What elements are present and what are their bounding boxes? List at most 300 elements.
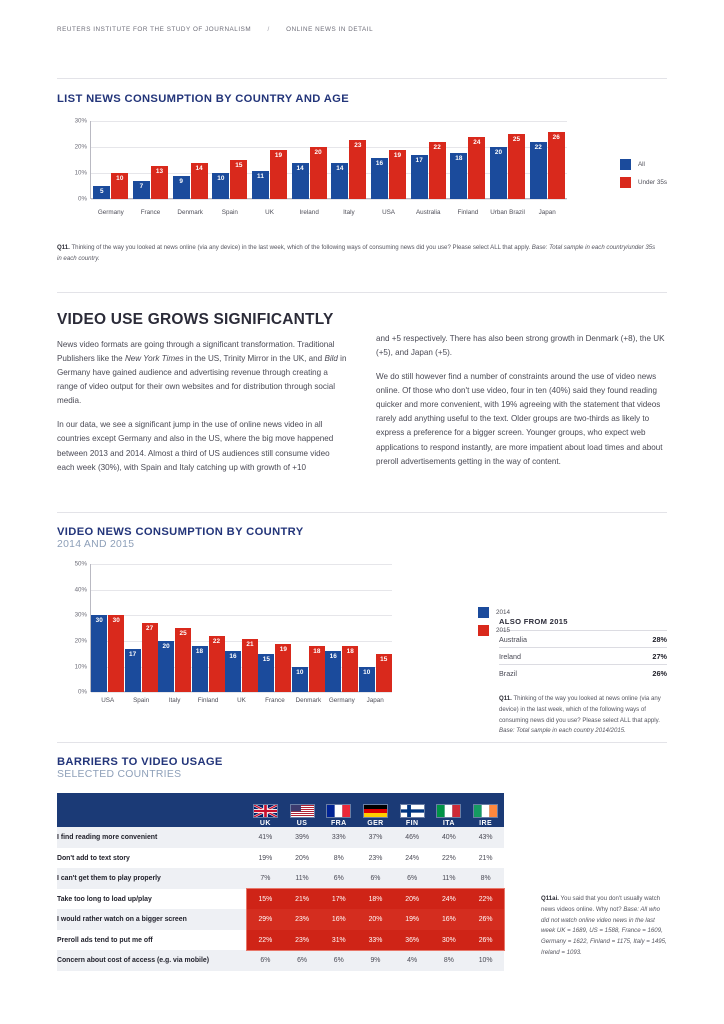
article-paragraph-4: We do still however find a number of constraints around the use of video news online. Of those who don't use video, four in ten (40%) said they found reading quicker and more convenient, with 19% agreeing with the statement that videos rarely add anything useful to the text. Older groups are two-thirds as likely to express a preference for a bigger screen. Younger groups, who expect web applications to respond instantly, are more impatient about load times and about preroll advertisements getting in the way of content. (376, 372, 663, 466)
bar-value-label: 19 (274, 151, 283, 159)
table-cell: 16% (431, 909, 468, 930)
table-row (57, 950, 504, 971)
chart2-plot-area (74, 560, 392, 696)
bar-group (225, 564, 258, 692)
article-text: News video formats are going through a significant transformation. Traditional Publishers like the (57, 340, 335, 364)
bar-group (408, 121, 448, 199)
bar (191, 163, 208, 199)
bar-groups (91, 121, 567, 199)
bar-value-label: 17 (415, 157, 423, 165)
table-cell: 6% (284, 950, 321, 971)
bar-value-label: 15 (235, 162, 243, 170)
also-from-2015-panel (452, 564, 667, 737)
bar (125, 649, 141, 693)
section3-note (499, 694, 667, 737)
x-axis-tick-label: USA (382, 209, 396, 217)
bar-value-label: 19 (279, 645, 288, 653)
legend-swatch-icon (620, 177, 631, 188)
table-cell: 17% (320, 889, 357, 910)
bar (325, 651, 341, 692)
barriers-table-wrapper (57, 793, 667, 971)
table-cell: 8% (467, 868, 504, 889)
section1-note (57, 243, 657, 264)
table-cell: 6% (357, 868, 394, 889)
article-columns (57, 311, 667, 485)
chart1-legend-label: Under 35s (637, 179, 667, 187)
table-cell: 22% (441, 854, 456, 862)
table-cell: 8% (333, 854, 344, 862)
bar-value-label: 27 (146, 625, 154, 633)
bar-group (124, 564, 157, 692)
table-header-us (284, 793, 321, 827)
bar-value-label: 20 (314, 149, 322, 157)
bar-group (131, 121, 171, 199)
chart1-legend (620, 159, 667, 195)
section1-note-code: Q11. (57, 244, 70, 252)
bar-group (91, 121, 131, 199)
bar (292, 163, 309, 199)
table-header-label: FRA (330, 820, 347, 828)
bar (275, 644, 291, 693)
y-axis-tick-label: 20% (74, 143, 87, 151)
bar-groups (91, 564, 392, 692)
bar (252, 171, 269, 200)
flag-uk-icon (247, 804, 284, 818)
section-list-news-consumption (57, 78, 667, 265)
bar (108, 615, 124, 692)
table-cell: 33% (320, 827, 357, 848)
x-axis-tick-label: France (265, 697, 285, 705)
bar-value-label: 16 (329, 653, 337, 661)
table-cell: 30% (431, 930, 468, 951)
bar-group (158, 564, 191, 692)
table-cell: 6% (247, 950, 284, 971)
chart2-x-labels (91, 694, 392, 704)
bar (349, 140, 366, 200)
chart1-x-labels (91, 206, 567, 216)
bar-group (359, 564, 392, 692)
section4-note-panel (504, 793, 667, 971)
bar-group (488, 121, 528, 199)
bar (173, 176, 190, 199)
bar (225, 651, 241, 692)
also-row (499, 630, 667, 647)
flag-us-icon (284, 804, 321, 818)
bar-group (191, 564, 224, 692)
running-header-separator: / (267, 26, 270, 33)
table-header-fra (320, 793, 357, 827)
table-cell: 37% (357, 827, 394, 848)
bar-value-label: 17 (129, 650, 137, 658)
x-axis-tick-label: Italy (168, 697, 181, 705)
chart2-legend-label: 2015 (495, 627, 510, 635)
bar-value-label: 10 (363, 668, 371, 676)
flag-finland-icon (394, 804, 431, 818)
table-cell: 11% (431, 868, 468, 889)
table-header-ger (357, 793, 394, 827)
section-barriers-to-video-usage (57, 742, 667, 971)
chart1-legend-item-under35s (620, 177, 667, 188)
table-row (57, 930, 504, 951)
x-axis-tick-label: Ireland (299, 209, 319, 217)
also-row-label: Australia (499, 634, 527, 644)
bar-value-label: 25 (179, 630, 187, 638)
bar (258, 654, 274, 692)
table-cell: 36% (394, 930, 431, 951)
bar-value-label: 16 (229, 653, 237, 661)
table-header-fin (394, 793, 431, 827)
y-axis-tick-label: 40% (74, 586, 87, 594)
table-header-row (57, 793, 504, 827)
bar (158, 641, 174, 692)
table-header-label: UK (259, 820, 271, 828)
also-row-label: Ireland (499, 651, 521, 661)
bar (93, 186, 110, 199)
table-cell: 20% (357, 909, 394, 930)
also-row-value: 26% (652, 668, 667, 678)
x-axis-tick-label: USA (101, 697, 115, 705)
bar-value-label: 18 (455, 154, 463, 162)
y-axis-tick-label: 30% (74, 117, 87, 125)
table-cell: 6% (320, 950, 357, 971)
bar (309, 646, 325, 692)
table-cell: 20% (295, 854, 309, 862)
also-from-2015-title: ALSO FROM 2015 (499, 617, 568, 627)
bar-value-label: 5 (100, 188, 104, 196)
bar-value-label: 22 (212, 637, 221, 645)
bar-value-label: 10 (296, 668, 304, 676)
table-row (57, 889, 504, 910)
bar-value-label: 14 (195, 164, 203, 172)
bar-value-label: 18 (346, 648, 354, 656)
also-row (499, 664, 667, 681)
table-cell: 4% (394, 950, 431, 971)
table-cell: 6% (394, 868, 431, 889)
bar-value-label: 7 (139, 183, 144, 191)
chart2-legend-item-2015 (478, 625, 510, 636)
article-title: VIDEO USE GROWS SIGNIFICANTLY (57, 311, 334, 328)
also-row-value: 28% (652, 634, 667, 644)
section-video-news-consumption (57, 512, 667, 737)
y-axis-tick-label: 20% (74, 637, 87, 645)
table-cell: 23% (284, 930, 321, 951)
section-video-use-article (57, 292, 667, 485)
table-cell: 7% (247, 868, 284, 889)
bar (490, 147, 507, 199)
section4-note (541, 894, 667, 958)
x-axis-tick-label: UK (237, 697, 246, 705)
legend-swatch-icon (478, 625, 489, 636)
bar (548, 132, 565, 200)
section4-note-text: You said that you don't usually watch news videos online. Why not? (541, 895, 661, 913)
table-cell: 40% (431, 827, 468, 848)
table-cell: 15% (247, 889, 284, 910)
bar-value-label: 18 (313, 648, 321, 656)
x-axis-tick-label: France (140, 209, 161, 217)
table-header-blank (57, 793, 247, 827)
x-axis-tick-label: Germany (328, 697, 355, 705)
barriers-table-container (57, 793, 504, 971)
bar (310, 147, 327, 199)
y-axis-tick-label: 30% (74, 611, 87, 619)
bar-value-label: 26 (552, 133, 560, 141)
table-cell: 8% (431, 950, 468, 971)
bar (175, 628, 191, 692)
chart1-legend-label: All (637, 161, 645, 169)
table-cell: 20% (394, 889, 431, 910)
chart1-plot-area (74, 117, 567, 203)
barriers-table-body (57, 827, 504, 971)
chart1-legend-item-all (620, 159, 667, 170)
bar-value-label: 30 (95, 617, 103, 625)
bar (359, 667, 375, 693)
bar-group (250, 121, 290, 199)
article-paragraph-1 (57, 338, 348, 408)
bar-value-label: 11 (257, 172, 264, 180)
bar-group (329, 121, 369, 199)
legend-swatch-icon (620, 159, 631, 170)
table-cell: 19% (258, 854, 273, 862)
table-header-label: IRE (479, 820, 493, 828)
table-cell: 16% (320, 909, 357, 930)
bar-value-label: 21 (246, 640, 254, 648)
bar-value-label: 22 (433, 144, 441, 152)
y-axis-tick-label: 50% (74, 560, 87, 568)
table-cell: 39% (284, 827, 321, 848)
table-cell: 18% (357, 889, 394, 910)
bar (151, 166, 168, 200)
gridline (91, 199, 567, 200)
bar-value-label: 20 (162, 643, 170, 651)
table-row-label: Concern about cost of access (e.g. via mobile) (57, 950, 247, 971)
bar (389, 150, 406, 199)
table-cell: 43% (467, 827, 504, 848)
bar (142, 623, 158, 692)
table-header-uk (247, 793, 284, 827)
bar (111, 173, 128, 199)
article-italic-bild: Bild (324, 354, 338, 364)
bar-value-label: 15 (380, 655, 388, 663)
table-row-label: I would rather watch on a bigger screen (57, 909, 247, 930)
bar-group (325, 564, 358, 692)
section3-note-base: Base: Total sample in each country 2014/2015. (499, 727, 626, 735)
bar-group (369, 121, 409, 199)
table-cell: 23% (368, 854, 383, 862)
table-header-label: FIN (405, 820, 419, 828)
bar-value-label: 25 (512, 136, 521, 144)
bar-group (448, 121, 488, 199)
bar (209, 636, 225, 692)
x-axis-tick-label: Finland (197, 697, 219, 705)
bar-value-label: 30 (112, 617, 120, 625)
bar-group (527, 121, 567, 199)
table-cell: 26% (467, 930, 504, 951)
x-axis-tick-label: Spain (221, 209, 238, 217)
table-header-ita (431, 793, 468, 827)
table-cell: 26% (467, 909, 504, 930)
also-row (499, 647, 667, 664)
y-axis-tick-label: 0% (78, 195, 87, 203)
table-cell: 31% (320, 930, 357, 951)
bar (212, 173, 229, 199)
section3-title: VIDEO NEWS CONSUMPTION BY COUNTRY (57, 526, 304, 538)
bar (270, 150, 287, 199)
chart2-legend-label: 2014 (495, 609, 510, 617)
bar-group (170, 121, 210, 199)
article-paragraph-2: In our data, we see a significant jump in the use of online news video in all countries except Germany and also in the US, where the big move happened between 2013 and 2014. Almost a third of US audiences still consume video each week (30%), with Spain and Italy catching up with growth of +10 (57, 420, 334, 472)
flag-germany-icon (357, 804, 394, 818)
chart2-legend-item-2014 (478, 607, 510, 618)
table-cell: 10% (467, 950, 504, 971)
bar (450, 153, 467, 200)
chart2-legend (478, 607, 510, 643)
bar (292, 667, 308, 693)
flag-france-icon (320, 804, 357, 818)
bar-value-label: 13 (155, 167, 164, 175)
article-paragraph-3: and +5 respectively. There has also been strong growth in Denmark (+8), the UK (+5), and Japan (+5). (376, 334, 665, 358)
table-cell: 24% (431, 889, 468, 910)
y-axis-tick-label: 0% (78, 688, 87, 696)
bar (508, 134, 525, 199)
bar-value-label: 15 (262, 655, 271, 663)
section1-note-base: Base: Total sample in each country/under 35s in each country. (57, 244, 656, 262)
running-header-left: REUTERS INSTITUTE FOR THE STUDY OF JOURNALISM (57, 26, 252, 33)
bar-value-label: 14 (336, 164, 344, 172)
bar-group (91, 564, 124, 692)
bar-value-label: 23 (354, 141, 362, 149)
y-axis-tick-label: 10% (74, 169, 87, 177)
barriers-table (57, 793, 504, 971)
bar-group (258, 564, 291, 692)
bar-value-label: 19 (393, 151, 402, 159)
bar-value-label: 18 (195, 648, 204, 656)
x-axis-tick-label: Japan (538, 209, 556, 217)
table-row-label: I find reading more convenient (57, 827, 247, 848)
y-axis-tick-label: 10% (74, 663, 87, 671)
also-row-label: Brazil (499, 668, 517, 678)
article-italic-nyt: New York Times (124, 354, 184, 364)
table-row (57, 848, 504, 869)
bar-value-label: 10 (116, 175, 124, 183)
section3-note-code: Q11. (499, 695, 512, 703)
table-header-label: US (296, 820, 308, 828)
table-cell: 33% (357, 930, 394, 951)
bar (371, 158, 388, 200)
article-column-left (57, 311, 348, 485)
x-axis-tick-label: UK (265, 209, 274, 217)
bar (342, 646, 358, 692)
x-axis-tick-label: Japan (366, 697, 384, 705)
running-header (57, 26, 373, 33)
bar (230, 160, 247, 199)
x-axis-tick-label: Australia (415, 209, 441, 217)
bar (192, 646, 208, 692)
table-header-label: ITA (442, 820, 455, 828)
table-row (57, 868, 504, 889)
x-axis-tick-label: Germany (97, 209, 124, 217)
table-row (57, 909, 504, 930)
table-cell: 21% (478, 854, 493, 862)
bar-value-label: 9 (179, 177, 183, 185)
legend-swatch-icon (478, 607, 489, 618)
section4-note-code: Q11ai. (541, 895, 559, 903)
bar (91, 615, 107, 692)
bar-value-label: 20 (494, 149, 503, 157)
bar (429, 142, 446, 199)
bar-group (210, 121, 250, 199)
table-cell: 19% (394, 909, 431, 930)
table-header-label: GER (367, 820, 384, 828)
x-axis-tick-label: Denmark (177, 209, 203, 217)
table-cell: 22% (247, 930, 284, 951)
barriers-table-head (57, 793, 504, 827)
section1-title: LIST NEWS CONSUMPTION BY COUNTRY AND AGE (57, 93, 350, 105)
x-axis-tick-label: Italy (343, 209, 355, 217)
table-cell: 9% (357, 950, 394, 971)
table-row (57, 827, 504, 848)
article-text: in the US, Trinity Mirror in the UK, and (183, 354, 325, 364)
flag-ireland-icon (467, 804, 504, 818)
flag-italy-icon (431, 804, 468, 818)
bar (468, 137, 485, 199)
table-cell: 46% (394, 827, 431, 848)
x-axis-tick-label: Urban Brazil (490, 209, 525, 217)
x-axis-tick-label: Finland (457, 209, 479, 217)
section3-subtitle: 2014 AND 2015 (57, 539, 135, 551)
table-cell: 6% (320, 868, 357, 889)
bar-value-label: 16 (375, 159, 384, 167)
bar (376, 654, 392, 692)
bar (411, 155, 428, 199)
also-row-value: 27% (652, 651, 667, 661)
section4-subtitle: SELECTED COUNTRIES (57, 769, 182, 781)
x-axis-tick-label: Spain (133, 697, 150, 705)
section4-note-base: Base: All who did not watch online video news in the last week UK = 1689, US = 1588, France = 1609, Germany = 1622, Finland = 1175, Italy = 1495, Ireland = 1093. (541, 905, 667, 956)
bar (530, 142, 547, 199)
running-header-right: ONLINE NEWS IN DETAIL (286, 26, 374, 33)
article-column-right (376, 311, 667, 485)
section3-note-text: Thinking of the way you looked at news online (via any device) in the last week, which of the following ways of consuming news did you use? Please select ALL that apply. (499, 695, 661, 724)
table-cell: 24% (405, 854, 420, 862)
bar-value-label: 24 (473, 138, 481, 146)
chart-list-news-consumption (57, 117, 667, 217)
table-cell: 41% (247, 827, 284, 848)
gridline (91, 692, 392, 693)
bar-value-label: 14 (296, 164, 304, 172)
table-header-ire (467, 793, 504, 827)
bar (133, 181, 150, 199)
section4-title: BARRIERS TO VIDEO USAGE (57, 756, 223, 768)
table-cell: 29% (247, 909, 284, 930)
bar (331, 163, 348, 199)
bar-group (289, 121, 329, 199)
table-cell: 23% (284, 909, 321, 930)
article-text: in Germany have gained audience and advertising revenue through creating a range of video output for their own websites and for distribution through social media. (57, 354, 347, 406)
bar-value-label: 10 (217, 175, 225, 183)
bar-value-label: 22 (534, 144, 542, 152)
chart2-wrapper (57, 560, 667, 737)
table-row-label: Don't add to text story (57, 854, 130, 862)
section1-note-text: Thinking of the way you looked at news online (via any device) in the last week, which of the following ways of consuming news did you use? Please select ALL that apply. (69, 244, 532, 252)
x-axis-tick-label: Denmark (295, 697, 322, 705)
table-row-label: I can't get them to play properly (57, 868, 247, 889)
table-row-label: Take too long to load up/play (57, 895, 152, 903)
table-cell: 11% (284, 868, 321, 889)
table-cell: 22% (467, 889, 504, 910)
table-row-label: Preroll ads tend to put me off (57, 936, 153, 944)
bar (242, 639, 258, 693)
table-cell: 21% (284, 889, 321, 910)
